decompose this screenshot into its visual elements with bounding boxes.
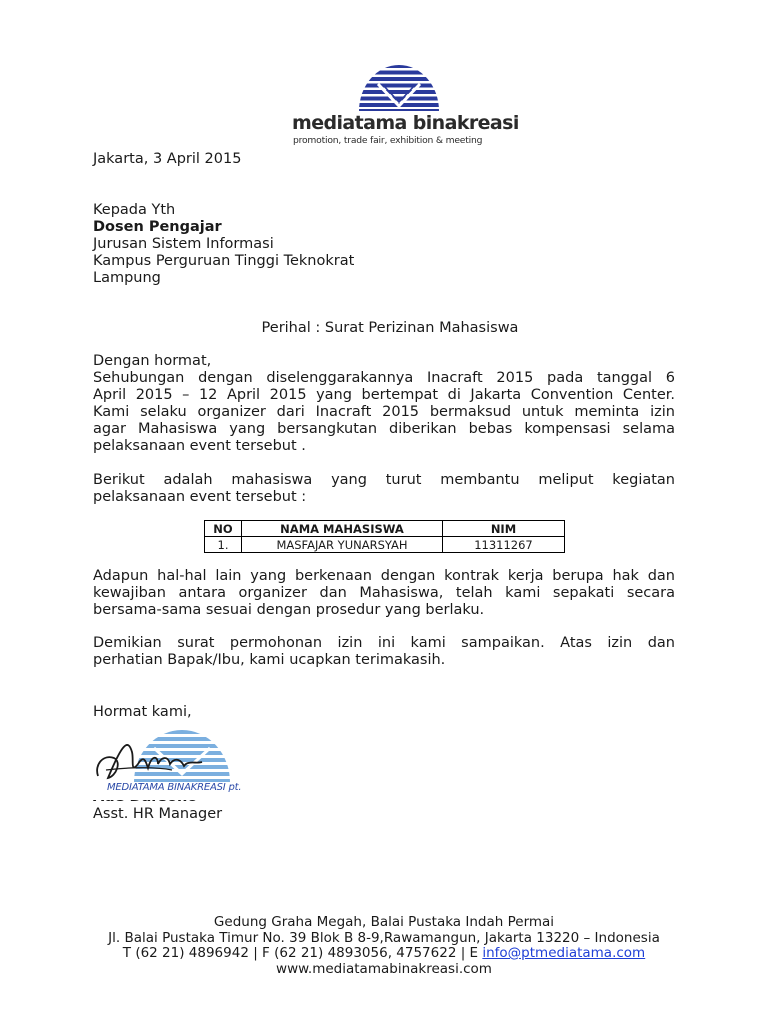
footer-address-street: Jl. Balai Pustaka Timur No. 39 Blok B 8-9,Rawamangun, Jakarta 13220 – Indonesia bbox=[108, 930, 660, 946]
paragraph-1-line: Sehubungan dengan diselenggarakannya Inacraft 2015 pada tanggal 6 bbox=[93, 370, 675, 386]
closing: Hormat kami, bbox=[93, 704, 192, 720]
paragraph-3 bbox=[93, 568, 675, 619]
cell-student-name: MASFAJAR YUNARSYAH bbox=[242, 537, 443, 553]
place-date: Jakarta, 3 April 2015 bbox=[93, 151, 242, 167]
paragraph-1-line: April 2015 – 12 April 2015 yang bertempat di Jakarta Convention Center. bbox=[93, 387, 675, 403]
footer-phone-fax: T (62 21) 4896942 | F (62 21) 4893056, 4757622 | E bbox=[122, 945, 483, 961]
footer-email-link[interactable]: info@ptmediatama.com bbox=[482, 945, 646, 961]
paragraph-2 bbox=[93, 472, 675, 506]
footer-address-building: Gedung Graha Megah, Balai Pustaka Indah Permai bbox=[213, 914, 555, 930]
paragraph-1 bbox=[93, 370, 675, 455]
paragraph-4-line: Demikian surat permohonan izin ini kami sampaikan. Atas izin dan bbox=[93, 635, 675, 651]
paragraph-4-line: perhatian Bapak/Ibu, kami ucapkan terimakasih. bbox=[93, 652, 446, 668]
signer-title: Asst. HR Manager bbox=[93, 806, 223, 822]
cell-no: 1. bbox=[205, 537, 242, 553]
recipient-line3: Lampung bbox=[93, 270, 161, 286]
footer-contact bbox=[0, 946, 768, 962]
cell-nim: 11311267 bbox=[443, 537, 565, 553]
salutation: Dengan hormat, bbox=[93, 353, 212, 369]
recipient-line2: Kampus Perguruan Tinggi Teknokrat bbox=[93, 253, 355, 269]
company-tagline: promotion, trade fair, exhibition & meeting bbox=[293, 135, 483, 146]
company-stamp bbox=[92, 724, 252, 800]
subject-line: Perihal : Surat Perizinan Mahasiswa bbox=[261, 320, 519, 336]
recipient-greeting: Kepada Yth bbox=[93, 202, 176, 218]
recipient-line1: Jurusan Sistem Informasi bbox=[93, 236, 274, 252]
table-row bbox=[205, 537, 565, 553]
paragraph-1-line: agar Mahasiswa yang bersangkutan diberikan bebas kompensasi selama bbox=[93, 421, 675, 437]
paragraph-3-line: Adapun hal-hal lain yang berkenaan dengan kontrak kerja berupa hak dan bbox=[93, 568, 675, 584]
table-header-row bbox=[205, 521, 565, 537]
paragraph-1-line: Kami selaku organizer dari Inacraft 2015 bermaksud untuk meminta izin bbox=[93, 404, 675, 420]
column-header-nim: NIM bbox=[443, 521, 565, 537]
logo-emblem-icon bbox=[358, 62, 440, 112]
paragraph-2-line: Berikut adalah mahasiswa yang turut membantu meliput kegiatan bbox=[93, 472, 675, 488]
paragraph-1-line: pelaksanaan event tersebut . bbox=[93, 438, 306, 454]
paragraph-3-line: kewajiban antara organizer dan Mahasiswa, telah kami sepakati secara bbox=[93, 585, 675, 601]
company-name: mediatama binakreasi bbox=[292, 112, 519, 134]
stamp-text: MEDIATAMA BINAKREASI pt. bbox=[107, 782, 242, 793]
column-header-no: NO bbox=[205, 521, 242, 537]
recipient-name: Dosen Pengajar bbox=[93, 219, 222, 235]
footer-website: www.mediatamabinakreasi.com bbox=[276, 961, 492, 977]
paragraph-2-line: pelaksanaan event tersebut : bbox=[93, 489, 307, 505]
column-header-name: NAMA MAHASISWA bbox=[242, 521, 443, 537]
student-table bbox=[204, 520, 565, 553]
paragraph-4 bbox=[93, 635, 675, 669]
paragraph-3-line: bersama-sama sesuai dengan prosedur yang berlaku. bbox=[93, 602, 485, 618]
